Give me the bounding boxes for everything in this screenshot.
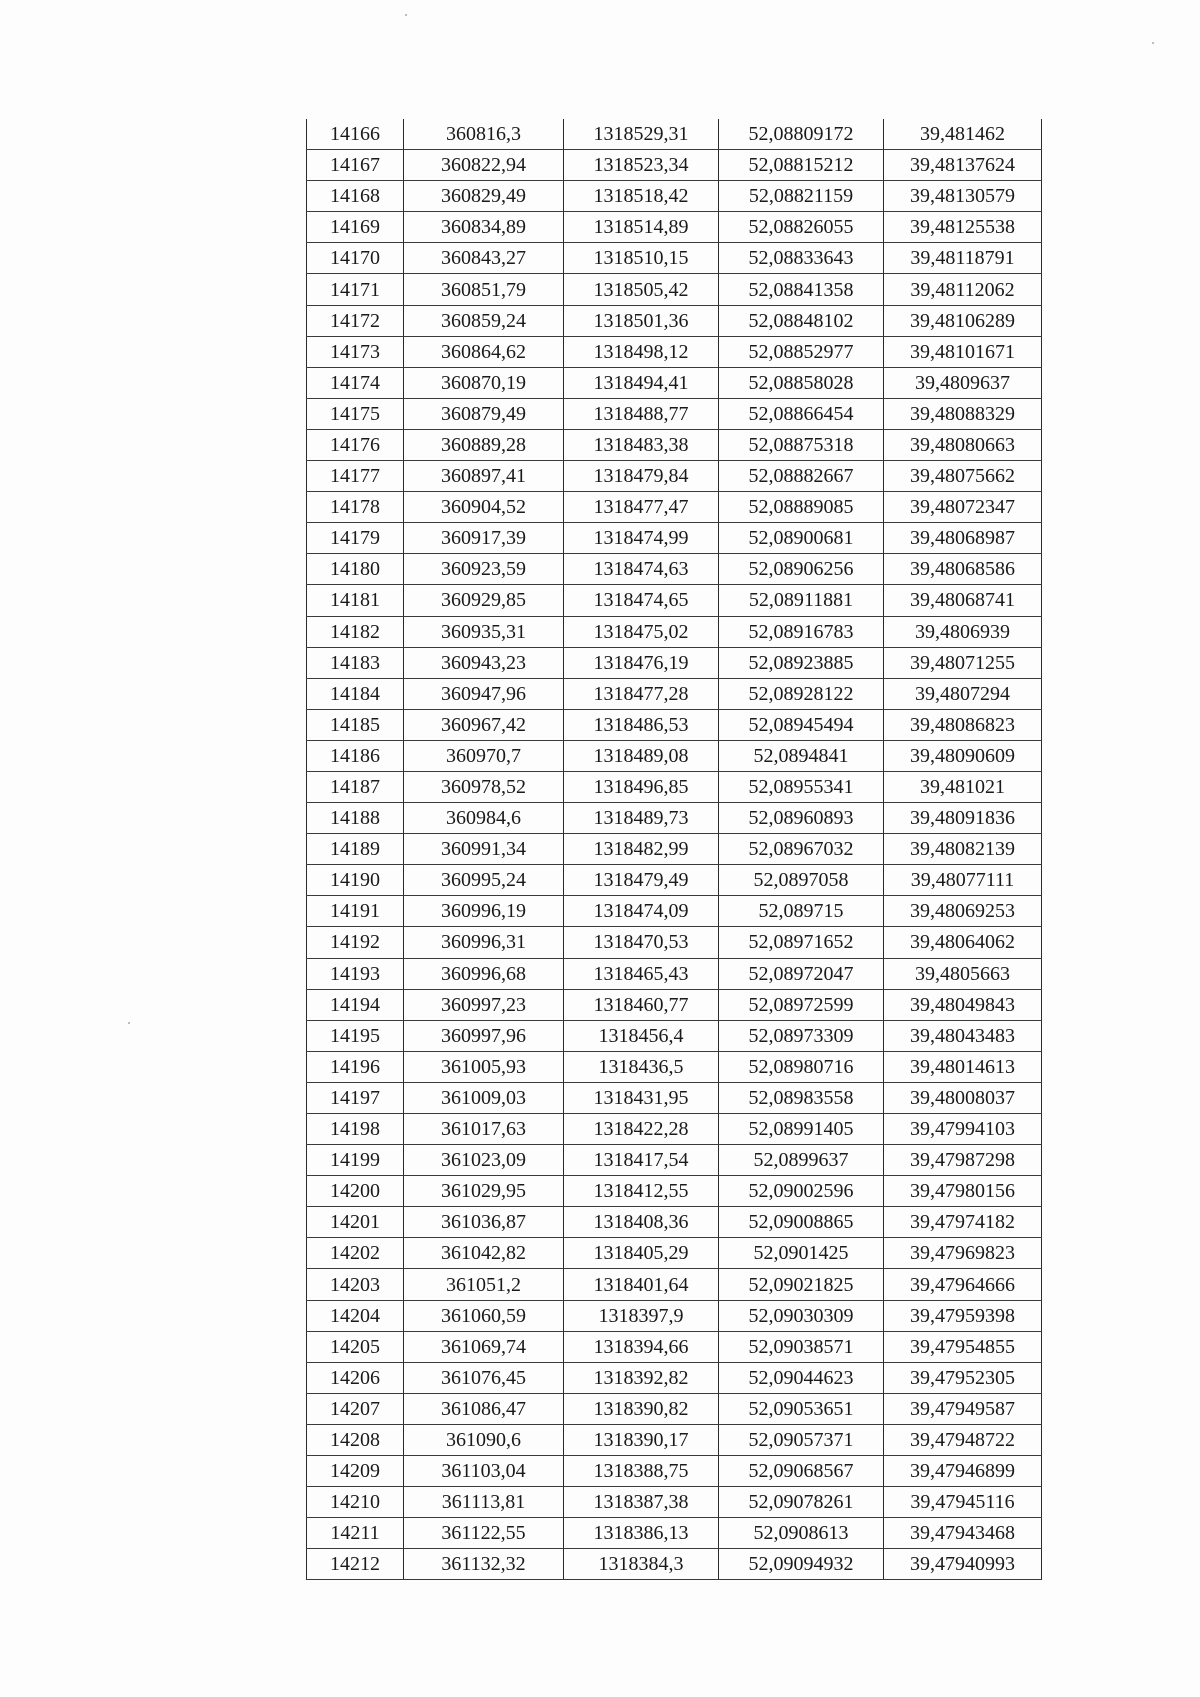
latitude-cell: 52,08960893	[719, 803, 884, 834]
latitude-cell: 52,09044623	[719, 1362, 884, 1393]
longitude-cell: 39,48064062	[884, 927, 1042, 958]
x-coordinate-cell: 360996,31	[404, 927, 564, 958]
x-coordinate-cell: 360870,19	[404, 367, 564, 398]
longitude-cell: 39,47943468	[884, 1518, 1042, 1549]
table-row	[307, 554, 1042, 585]
point-number-cell: 14172	[307, 305, 404, 336]
table-row	[307, 150, 1042, 181]
point-number-cell: 14187	[307, 771, 404, 802]
longitude-cell: 39,4807294	[884, 678, 1042, 709]
longitude-cell: 39,48088329	[884, 398, 1042, 429]
latitude-cell: 52,0901425	[719, 1238, 884, 1269]
longitude-cell: 39,48118791	[884, 243, 1042, 274]
longitude-cell: 39,47994103	[884, 1114, 1042, 1145]
y-coordinate-cell: 1318408,36	[564, 1207, 719, 1238]
point-number-cell: 14171	[307, 274, 404, 305]
table-row	[307, 1269, 1042, 1300]
longitude-cell: 39,48125538	[884, 212, 1042, 243]
point-number-cell: 14201	[307, 1207, 404, 1238]
x-coordinate-cell: 360822,94	[404, 150, 564, 181]
y-coordinate-cell: 1318431,95	[564, 1082, 719, 1113]
point-number-cell: 14197	[307, 1082, 404, 1113]
latitude-cell: 52,08967032	[719, 834, 884, 865]
x-coordinate-cell: 361005,93	[404, 1051, 564, 1082]
point-number-cell: 14194	[307, 989, 404, 1020]
point-number-cell: 14175	[307, 398, 404, 429]
y-coordinate-cell: 1318474,99	[564, 523, 719, 554]
table-row	[307, 1487, 1042, 1518]
table-row	[307, 1176, 1042, 1207]
latitude-cell: 52,08955341	[719, 771, 884, 802]
longitude-cell: 39,47949587	[884, 1393, 1042, 1424]
y-coordinate-cell: 1318386,13	[564, 1518, 719, 1549]
x-coordinate-cell: 360967,42	[404, 709, 564, 740]
y-coordinate-cell: 1318394,66	[564, 1331, 719, 1362]
longitude-cell: 39,47980156	[884, 1176, 1042, 1207]
longitude-cell: 39,4809637	[884, 367, 1042, 398]
latitude-cell: 52,08928122	[719, 678, 884, 709]
longitude-cell: 39,48086823	[884, 709, 1042, 740]
point-number-cell: 14169	[307, 212, 404, 243]
longitude-cell: 39,48069253	[884, 896, 1042, 927]
latitude-cell: 52,09078261	[719, 1487, 884, 1518]
point-number-cell: 14199	[307, 1145, 404, 1176]
x-coordinate-cell: 361103,04	[404, 1456, 564, 1487]
table-row	[307, 896, 1042, 927]
y-coordinate-cell: 1318390,17	[564, 1424, 719, 1455]
table-row	[307, 212, 1042, 243]
y-coordinate-cell: 1318479,49	[564, 865, 719, 896]
table-row	[307, 1051, 1042, 1082]
y-coordinate-cell: 1318486,53	[564, 709, 719, 740]
point-number-cell: 14205	[307, 1331, 404, 1362]
latitude-cell: 52,08906256	[719, 554, 884, 585]
x-coordinate-cell: 361023,09	[404, 1145, 564, 1176]
point-number-cell: 14177	[307, 461, 404, 492]
latitude-cell: 52,08980716	[719, 1051, 884, 1082]
table-row	[307, 989, 1042, 1020]
table-row	[307, 1238, 1042, 1269]
table-row	[307, 1424, 1042, 1455]
point-number-cell: 14178	[307, 492, 404, 523]
point-number-cell: 14192	[307, 927, 404, 958]
latitude-cell: 52,09008865	[719, 1207, 884, 1238]
x-coordinate-cell: 360829,49	[404, 181, 564, 212]
y-coordinate-cell: 1318460,77	[564, 989, 719, 1020]
latitude-cell: 52,08916783	[719, 616, 884, 647]
table-row	[307, 927, 1042, 958]
x-coordinate-cell: 361122,55	[404, 1518, 564, 1549]
table-row	[307, 1082, 1042, 1113]
y-coordinate-cell: 1318510,15	[564, 243, 719, 274]
y-coordinate-cell: 1318505,42	[564, 274, 719, 305]
longitude-cell: 39,48049843	[884, 989, 1042, 1020]
point-number-cell: 14212	[307, 1549, 404, 1580]
latitude-cell: 52,08858028	[719, 367, 884, 398]
x-coordinate-cell: 360996,68	[404, 958, 564, 989]
point-number-cell: 14188	[307, 803, 404, 834]
latitude-cell: 52,08972047	[719, 958, 884, 989]
latitude-cell: 52,09021825	[719, 1269, 884, 1300]
x-coordinate-cell: 360978,52	[404, 771, 564, 802]
table-row	[307, 1456, 1042, 1487]
table-row	[307, 647, 1042, 678]
point-number-cell: 14170	[307, 243, 404, 274]
longitude-cell: 39,47959398	[884, 1300, 1042, 1331]
table-row	[307, 958, 1042, 989]
table-row	[307, 1549, 1042, 1580]
x-coordinate-cell: 360995,24	[404, 865, 564, 896]
longitude-cell: 39,47964666	[884, 1269, 1042, 1300]
longitude-cell: 39,47940993	[884, 1549, 1042, 1580]
x-coordinate-cell: 361069,74	[404, 1331, 564, 1362]
y-coordinate-cell: 1318483,38	[564, 429, 719, 460]
latitude-cell: 52,09068567	[719, 1456, 884, 1487]
x-coordinate-cell: 360996,19	[404, 896, 564, 927]
scan-speck	[128, 1022, 130, 1024]
latitude-cell: 52,08815212	[719, 150, 884, 181]
x-coordinate-cell: 361009,03	[404, 1082, 564, 1113]
longitude-cell: 39,48072347	[884, 492, 1042, 523]
table-row	[307, 336, 1042, 367]
longitude-cell: 39,48068586	[884, 554, 1042, 585]
x-coordinate-cell: 360929,85	[404, 585, 564, 616]
y-coordinate-cell: 1318477,47	[564, 492, 719, 523]
x-coordinate-cell: 360864,62	[404, 336, 564, 367]
y-coordinate-cell: 1318489,73	[564, 803, 719, 834]
point-number-cell: 14204	[307, 1300, 404, 1331]
latitude-cell: 52,08991405	[719, 1114, 884, 1145]
longitude-cell: 39,481021	[884, 771, 1042, 802]
y-coordinate-cell: 1318489,08	[564, 740, 719, 771]
y-coordinate-cell: 1318412,55	[564, 1176, 719, 1207]
point-number-cell: 14166	[307, 119, 404, 150]
latitude-cell: 52,0894841	[719, 740, 884, 771]
latitude-cell: 52,0899637	[719, 1145, 884, 1176]
table-row	[307, 1331, 1042, 1362]
longitude-cell: 39,48071255	[884, 647, 1042, 678]
y-coordinate-cell: 1318474,63	[564, 554, 719, 585]
latitude-cell: 52,08821159	[719, 181, 884, 212]
point-number-cell: 14202	[307, 1238, 404, 1269]
y-coordinate-cell: 1318465,43	[564, 958, 719, 989]
latitude-cell: 52,09053651	[719, 1393, 884, 1424]
point-number-cell: 14209	[307, 1456, 404, 1487]
x-coordinate-cell: 361060,59	[404, 1300, 564, 1331]
longitude-cell: 39,48137624	[884, 150, 1042, 181]
table-row	[307, 709, 1042, 740]
table-row	[307, 398, 1042, 429]
x-coordinate-cell: 360943,23	[404, 647, 564, 678]
latitude-cell: 52,08911881	[719, 585, 884, 616]
x-coordinate-cell: 360997,23	[404, 989, 564, 1020]
scan-speck	[1152, 42, 1154, 44]
x-coordinate-cell: 360816,3	[404, 119, 564, 150]
point-number-cell: 14193	[307, 958, 404, 989]
point-number-cell: 14185	[307, 709, 404, 740]
x-coordinate-cell: 361132,32	[404, 1549, 564, 1580]
x-coordinate-cell: 360843,27	[404, 243, 564, 274]
y-coordinate-cell: 1318388,75	[564, 1456, 719, 1487]
x-coordinate-cell: 361042,82	[404, 1238, 564, 1269]
table-row	[307, 1207, 1042, 1238]
latitude-cell: 52,08972599	[719, 989, 884, 1020]
point-number-cell: 14168	[307, 181, 404, 212]
latitude-cell: 52,08889085	[719, 492, 884, 523]
table-row	[307, 865, 1042, 896]
y-coordinate-cell: 1318488,77	[564, 398, 719, 429]
longitude-cell: 39,48080663	[884, 429, 1042, 460]
latitude-cell: 52,09030309	[719, 1300, 884, 1331]
longitude-cell: 39,48068741	[884, 585, 1042, 616]
longitude-cell: 39,48091836	[884, 803, 1042, 834]
y-coordinate-cell: 1318494,41	[564, 367, 719, 398]
y-coordinate-cell: 1318475,02	[564, 616, 719, 647]
y-coordinate-cell: 1318436,5	[564, 1051, 719, 1082]
y-coordinate-cell: 1318479,84	[564, 461, 719, 492]
longitude-cell: 39,48090609	[884, 740, 1042, 771]
longitude-cell: 39,4806939	[884, 616, 1042, 647]
x-coordinate-cell: 361076,45	[404, 1362, 564, 1393]
table-row	[307, 367, 1042, 398]
coordinates-table	[306, 119, 1042, 1580]
table-row	[307, 616, 1042, 647]
table-row	[307, 1114, 1042, 1145]
point-number-cell: 14189	[307, 834, 404, 865]
x-coordinate-cell: 361090,6	[404, 1424, 564, 1455]
longitude-cell: 39,48077111	[884, 865, 1042, 896]
table-row	[307, 181, 1042, 212]
x-coordinate-cell: 360997,96	[404, 1020, 564, 1051]
table-row	[307, 740, 1042, 771]
latitude-cell: 52,08973309	[719, 1020, 884, 1051]
table-row	[307, 461, 1042, 492]
y-coordinate-cell: 1318470,53	[564, 927, 719, 958]
table-row	[307, 678, 1042, 709]
longitude-cell: 39,48130579	[884, 181, 1042, 212]
y-coordinate-cell: 1318397,9	[564, 1300, 719, 1331]
latitude-cell: 52,08923885	[719, 647, 884, 678]
x-coordinate-cell: 361086,47	[404, 1393, 564, 1424]
table-row	[307, 119, 1042, 150]
longitude-cell: 39,48008037	[884, 1082, 1042, 1113]
x-coordinate-cell: 361029,95	[404, 1176, 564, 1207]
y-coordinate-cell: 1318456,4	[564, 1020, 719, 1051]
longitude-cell: 39,47952305	[884, 1362, 1042, 1393]
longitude-cell: 39,481462	[884, 119, 1042, 150]
table-row	[307, 771, 1042, 802]
table-row	[307, 834, 1042, 865]
y-coordinate-cell: 1318482,99	[564, 834, 719, 865]
point-number-cell: 14174	[307, 367, 404, 398]
table-row	[307, 1393, 1042, 1424]
point-number-cell: 14176	[307, 429, 404, 460]
longitude-cell: 39,47948722	[884, 1424, 1042, 1455]
x-coordinate-cell: 360904,52	[404, 492, 564, 523]
longitude-cell: 39,48068987	[884, 523, 1042, 554]
latitude-cell: 52,09057371	[719, 1424, 884, 1455]
y-coordinate-cell: 1318392,82	[564, 1362, 719, 1393]
longitude-cell: 39,48014613	[884, 1051, 1042, 1082]
table-row	[307, 1145, 1042, 1176]
y-coordinate-cell: 1318496,85	[564, 771, 719, 802]
table-row	[307, 305, 1042, 336]
x-coordinate-cell: 360879,49	[404, 398, 564, 429]
x-coordinate-cell: 361017,63	[404, 1114, 564, 1145]
y-coordinate-cell: 1318384,3	[564, 1549, 719, 1580]
longitude-cell: 39,48043483	[884, 1020, 1042, 1051]
point-number-cell: 14173	[307, 336, 404, 367]
point-number-cell: 14183	[307, 647, 404, 678]
point-number-cell: 14195	[307, 1020, 404, 1051]
x-coordinate-cell: 361113,81	[404, 1487, 564, 1518]
x-coordinate-cell: 360935,31	[404, 616, 564, 647]
x-coordinate-cell: 361051,2	[404, 1269, 564, 1300]
table-row	[307, 274, 1042, 305]
table-row	[307, 1362, 1042, 1393]
x-coordinate-cell: 360991,34	[404, 834, 564, 865]
table-row	[307, 1300, 1042, 1331]
y-coordinate-cell: 1318417,54	[564, 1145, 719, 1176]
x-coordinate-cell: 360923,59	[404, 554, 564, 585]
point-number-cell: 14207	[307, 1393, 404, 1424]
longitude-cell: 39,48101671	[884, 336, 1042, 367]
x-coordinate-cell: 361036,87	[404, 1207, 564, 1238]
point-number-cell: 14190	[307, 865, 404, 896]
y-coordinate-cell: 1318498,12	[564, 336, 719, 367]
y-coordinate-cell: 1318476,19	[564, 647, 719, 678]
x-coordinate-cell: 360917,39	[404, 523, 564, 554]
x-coordinate-cell: 360834,89	[404, 212, 564, 243]
latitude-cell: 52,08971652	[719, 927, 884, 958]
y-coordinate-cell: 1318501,36	[564, 305, 719, 336]
table-row	[307, 243, 1042, 274]
point-number-cell: 14181	[307, 585, 404, 616]
x-coordinate-cell: 360984,6	[404, 803, 564, 834]
latitude-cell: 52,08833643	[719, 243, 884, 274]
point-number-cell: 14191	[307, 896, 404, 927]
y-coordinate-cell: 1318477,28	[564, 678, 719, 709]
y-coordinate-cell: 1318390,82	[564, 1393, 719, 1424]
point-number-cell: 14179	[307, 523, 404, 554]
longitude-cell: 39,47974182	[884, 1207, 1042, 1238]
point-number-cell: 14200	[307, 1176, 404, 1207]
latitude-cell: 52,08900681	[719, 523, 884, 554]
point-number-cell: 14208	[307, 1424, 404, 1455]
latitude-cell: 52,08875318	[719, 429, 884, 460]
latitude-cell: 52,08841358	[719, 274, 884, 305]
point-number-cell: 14196	[307, 1051, 404, 1082]
point-number-cell: 14206	[307, 1362, 404, 1393]
latitude-cell: 52,089715	[719, 896, 884, 927]
point-number-cell: 14182	[307, 616, 404, 647]
y-coordinate-cell: 1318514,89	[564, 212, 719, 243]
longitude-cell: 39,47987298	[884, 1145, 1042, 1176]
table-row	[307, 1518, 1042, 1549]
scan-speck	[405, 14, 407, 16]
point-number-cell: 14180	[307, 554, 404, 585]
x-coordinate-cell: 360859,24	[404, 305, 564, 336]
x-coordinate-cell: 360851,79	[404, 274, 564, 305]
point-number-cell: 14167	[307, 150, 404, 181]
y-coordinate-cell: 1318387,38	[564, 1487, 719, 1518]
longitude-cell: 39,47945116	[884, 1487, 1042, 1518]
latitude-cell: 52,08882667	[719, 461, 884, 492]
latitude-cell: 52,08852977	[719, 336, 884, 367]
latitude-cell: 52,09002596	[719, 1176, 884, 1207]
table-row	[307, 585, 1042, 616]
point-number-cell: 14186	[307, 740, 404, 771]
point-number-cell: 14198	[307, 1114, 404, 1145]
table-row	[307, 1020, 1042, 1051]
longitude-cell: 39,47946899	[884, 1456, 1042, 1487]
x-coordinate-cell: 360970,7	[404, 740, 564, 771]
point-number-cell: 14211	[307, 1518, 404, 1549]
y-coordinate-cell: 1318474,09	[564, 896, 719, 927]
y-coordinate-cell: 1318422,28	[564, 1114, 719, 1145]
longitude-cell: 39,4805663	[884, 958, 1042, 989]
longitude-cell: 39,47954855	[884, 1331, 1042, 1362]
x-coordinate-cell: 360889,28	[404, 429, 564, 460]
point-number-cell: 14210	[307, 1487, 404, 1518]
coordinates-table-body	[307, 119, 1042, 1580]
latitude-cell: 52,09094932	[719, 1549, 884, 1580]
longitude-cell: 39,48106289	[884, 305, 1042, 336]
y-coordinate-cell: 1318518,42	[564, 181, 719, 212]
x-coordinate-cell: 360947,96	[404, 678, 564, 709]
latitude-cell: 52,09038571	[719, 1331, 884, 1362]
table-row	[307, 803, 1042, 834]
table-row	[307, 429, 1042, 460]
y-coordinate-cell: 1318405,29	[564, 1238, 719, 1269]
y-coordinate-cell: 1318401,64	[564, 1269, 719, 1300]
longitude-cell: 39,48075662	[884, 461, 1042, 492]
longitude-cell: 39,48112062	[884, 274, 1042, 305]
x-coordinate-cell: 360897,41	[404, 461, 564, 492]
table-row	[307, 523, 1042, 554]
longitude-cell: 39,47969823	[884, 1238, 1042, 1269]
point-number-cell: 14203	[307, 1269, 404, 1300]
latitude-cell: 52,08848102	[719, 305, 884, 336]
latitude-cell: 52,08826055	[719, 212, 884, 243]
longitude-cell: 39,48082139	[884, 834, 1042, 865]
y-coordinate-cell: 1318529,31	[564, 119, 719, 150]
point-number-cell: 14184	[307, 678, 404, 709]
y-coordinate-cell: 1318474,65	[564, 585, 719, 616]
table-row	[307, 492, 1042, 523]
latitude-cell: 52,08866454	[719, 398, 884, 429]
latitude-cell: 52,08809172	[719, 119, 884, 150]
latitude-cell: 52,08983558	[719, 1082, 884, 1113]
latitude-cell: 52,0908613	[719, 1518, 884, 1549]
latitude-cell: 52,08945494	[719, 709, 884, 740]
latitude-cell: 52,0897058	[719, 865, 884, 896]
y-coordinate-cell: 1318523,34	[564, 150, 719, 181]
